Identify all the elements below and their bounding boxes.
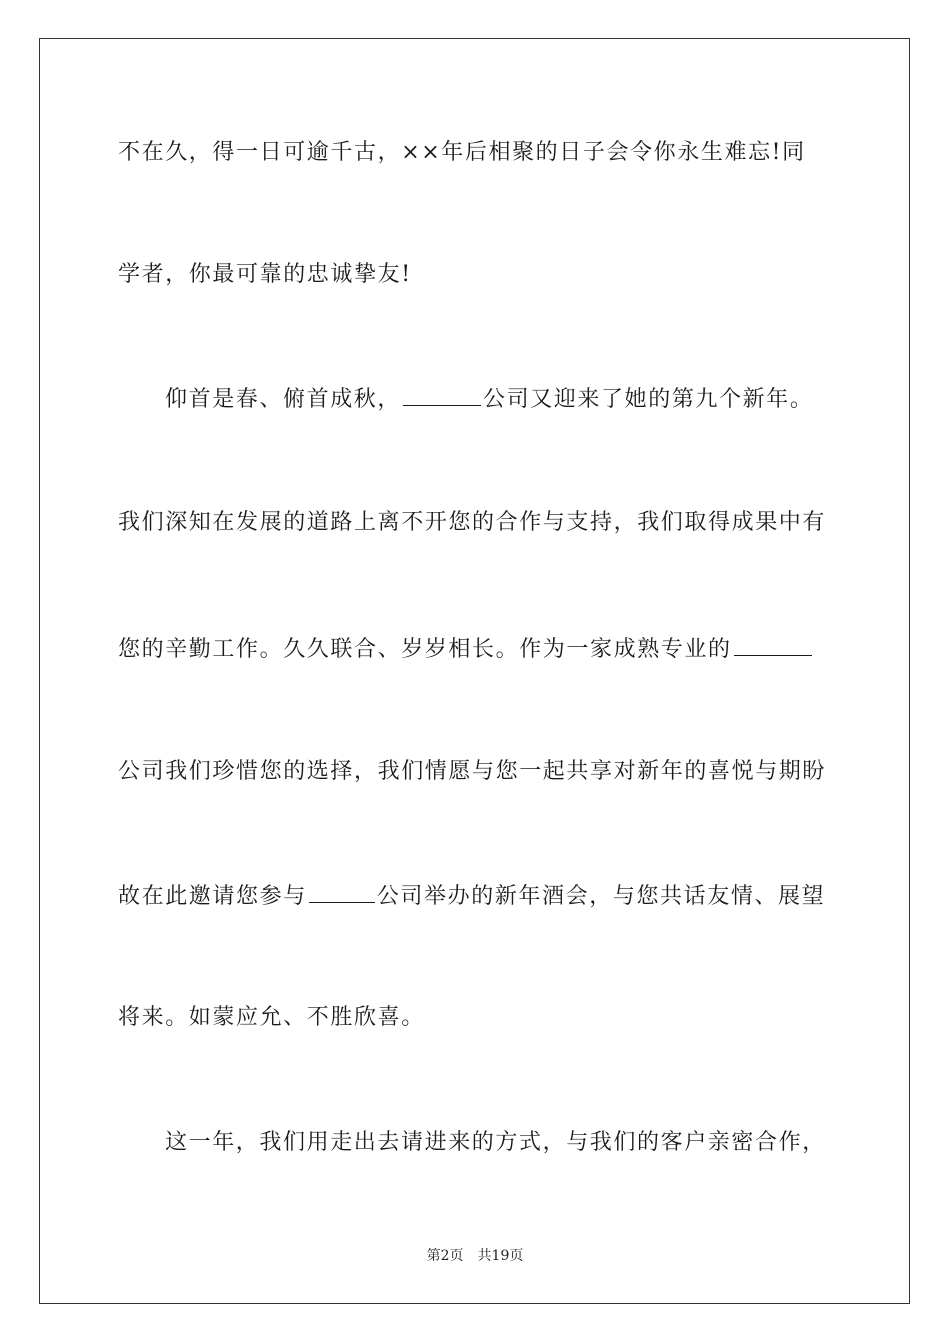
fill-in-blank [734,633,812,656]
text-segment: 仰首是春、俯首成秋， [165,387,402,412]
text-line: 我们深知在发展的道路上离不开您的合作与支持，我们取得成果中有 [118,510,827,535]
text-line [118,633,814,665]
page-border [39,38,910,1304]
fill-in-blank [403,383,481,406]
text-line: 公司我们珍惜您的选择，我们情愿与您一起共享对新年的喜悦与期盼 [118,759,827,784]
text-line: 将来。如蒙应允、不胜欣喜。 [118,1005,425,1030]
text-segment: 您的辛勤工作。久久联合、岁岁相长。作为一家成熟专业的 [118,637,732,662]
paragraph-start-line [165,383,813,415]
text-line: 学者，你最可靠的忠诚挚友! [118,262,412,287]
text-segment: 公司举办的新年酒会，与您共话友情、展望 [376,884,826,909]
text-line [118,880,825,912]
paragraph-start-line: 这一年，我们用走出去请进来的方式，与我们的客户亲密合作， [165,1130,826,1155]
page-total: 共19页 [477,1248,524,1264]
page-footer [0,1246,950,1266]
text-segment: 公司又迎来了她的第九个新年。 [483,387,814,412]
page-number: 第2页 [426,1248,464,1264]
fill-in-blank [309,880,375,903]
text-line: 不在久，得一日可逾千古，××年后相聚的日子会令你永生难忘!同 [118,140,806,165]
text-segment: 故在此邀请您参与 [118,884,307,909]
